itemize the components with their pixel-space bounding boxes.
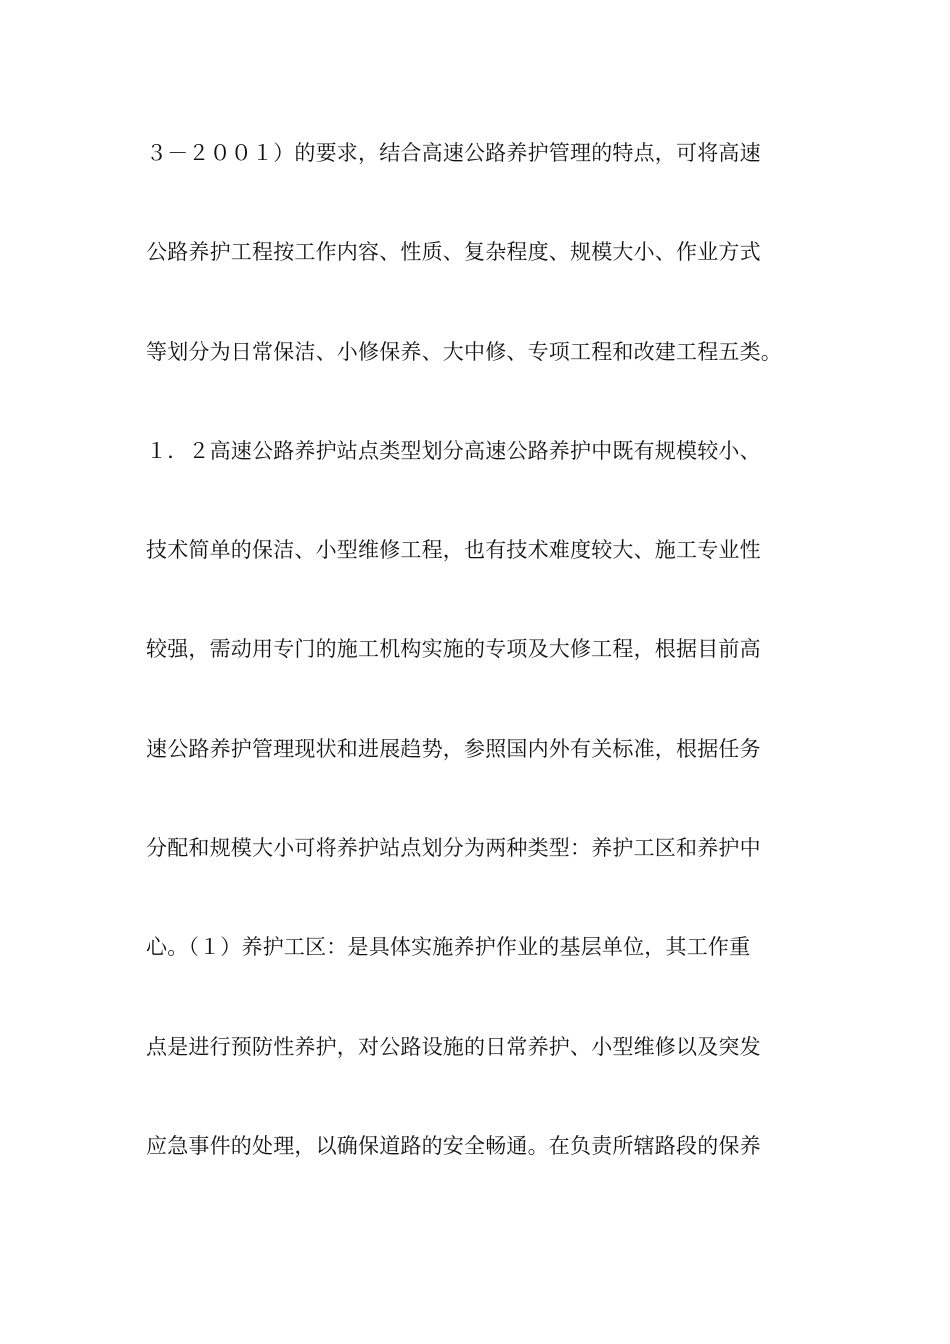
text-line: 等划分为日常保洁、小修保养、大中修、专项工程和改建工程五类。 xyxy=(146,339,782,364)
text-line: 应急事件的处理，以确保道路的安全畅通。在负责所辖路段的保养 xyxy=(146,1133,761,1158)
text-line: 分配和规模大小可将养护站点划分为两种类型：养护工区和养护中 xyxy=(146,836,761,861)
text-line: 速公路养护管理现状和进展趋势，参照国内外有关标准，根据任务 xyxy=(146,736,761,761)
text-line: 较强，需动用专门的施工机构实施的专项及大修工程，根据目前高 xyxy=(146,637,761,662)
text-line: １．２高速公路养护站点类型划分高速公路养护中既有规模较小、 xyxy=(146,438,761,463)
text-line: 公路养护工程按工作内容、性质、复杂程度、规模大小、作业方式 xyxy=(146,240,761,265)
text-line: 技术简单的保洁、小型维修工程，也有技术难度较大、施工专业性 xyxy=(146,538,761,563)
text-line: ３－２００１）的要求，结合高速公路养护管理的特点，可将高速 xyxy=(146,141,761,165)
text-line: 心。（１）养护工区：是具体实施养护作业的基层单位，其工作重 xyxy=(146,935,751,960)
text-line: 点是进行预防性养护，对公路设施的日常养护、小型维修以及突发 xyxy=(146,1034,761,1059)
body-text xyxy=(146,128,836,1220)
